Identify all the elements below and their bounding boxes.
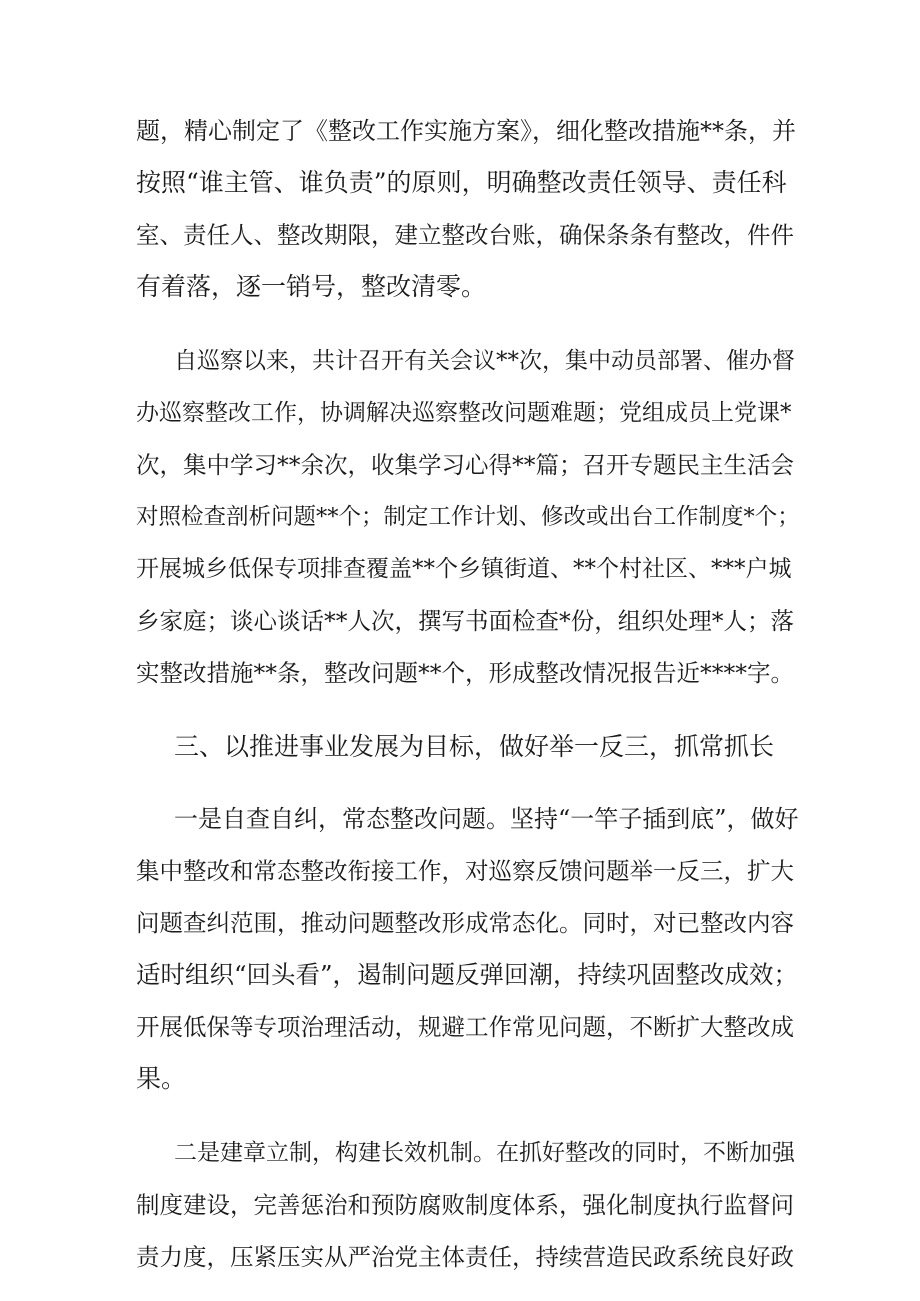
paragraph-2-line-4: 对照检查剖析问题**个；制定工作计划、修改或出台工作制度*个； xyxy=(136,504,800,530)
paragraph-2-line-3: 次，集中学习**余次，收集学习心得**篇；召开专题民主生活会 xyxy=(136,451,794,479)
paragraph-5-line-1: 二是建章立制，构建长效机制。在抓好整改的同时，不断加强 xyxy=(174,1140,795,1166)
paragraph-2-line-1: 自巡察以来，共计召开有关会议**次，集中动员部署、催办督 xyxy=(174,348,795,374)
paragraph-5-line-3: 责力度，压紧压实从严治党主体责任，持续营造民政系统良好政 xyxy=(136,1243,794,1271)
paragraph-2-line-6: 乡家庭；谈心谈话**人次，撰写书面检查*份，组织处理*人；落 xyxy=(136,607,794,635)
paragraph-4-line-6: 果。 xyxy=(136,1064,187,1093)
paragraph-2-line-2: 办巡察整改工作，协调解决巡察整改问题难题；党组成员上党课* xyxy=(136,400,792,426)
paragraph-1-line-3: 室、责任人、整改期限，建立整改台账，确保条条有整改，件件 xyxy=(136,221,794,249)
section-heading-3: 三、以推进事业发展为目标，做好举一反三，抓常抓长 xyxy=(174,732,775,761)
paragraph-2-line-7: 实整改措施**条，整改问题**个，形成整改情况报告近****字。 xyxy=(136,659,794,687)
paragraph-4-line-2: 集中整改和常态整改衔接工作，对巡察反馈问题举一反三，扩大 xyxy=(136,857,794,885)
paragraph-4-line-1: 一是自查自纠，常态整改问题。坚持“一竿子插到底”，做好 xyxy=(174,805,799,833)
paragraph-4-line-5: 开展低保等专项治理活动，规避工作常见问题，不断扩大整改成 xyxy=(136,1013,794,1041)
paragraph-1-line-1: 题，精心制定了《整改工作实施方案》，细化整改措施**条，并 xyxy=(136,117,796,145)
paragraph-4-line-3: 问题查纠范围，推动问题整改形成常态化。同时，对已整改内容 xyxy=(136,909,794,937)
paragraph-4-line-4: 适时组织“回头看”，遏制问题反弹回潮，持续巩固整改成效； xyxy=(136,960,799,989)
paragraph-1-line-4: 有着落，逐一销号，整改清零。 xyxy=(136,272,487,301)
paragraph-2-line-5: 开展城乡低保专项排查覆盖**个乡镇街道、**个村社区、***户城 xyxy=(136,556,792,582)
paragraph-5-line-2: 制度建设，完善惩治和预防腐败制度体系，强化制度执行监督问 xyxy=(136,1191,794,1219)
paragraph-1-line-2: 按照“谁主管、谁负责”的原则，明确整改责任领导、责任科 xyxy=(136,168,787,197)
